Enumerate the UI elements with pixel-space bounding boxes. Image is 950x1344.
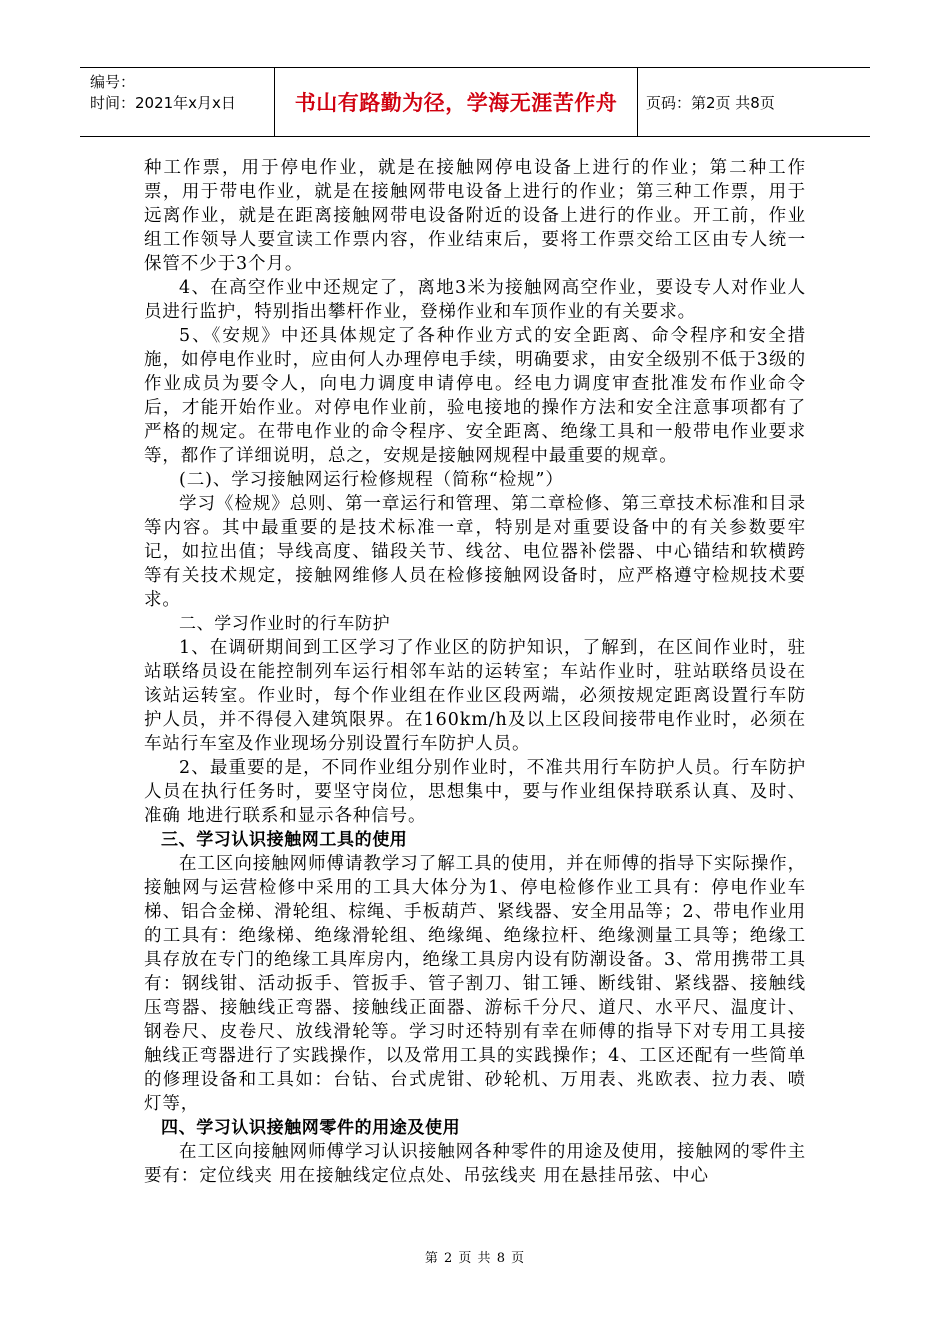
header-motto: 书山有路勤为径，学海无涯苦作舟	[275, 68, 638, 136]
paragraph-safety-rules: 5、《安规》中还具体规定了各种作业方式的安全距离、命令程序和安全措施，如停电作业时，应由何人办理停电手续，明确要求，由安全级别不低于3级的作业成员为要令人，向电力调度申请停电。经电力调度审查批准发布作业命令后，才能开始作业。对停电作业前，验电接地的操作方法和安全注意事项都有了严格的规定。在带电作业的命令程序、安全距离、绝缘工具和一般带电作业要求等，都作了详细说明，总之，安规是接触网规程中最重要的规章。	[144, 326, 806, 466]
document-body	[144, 156, 806, 1188]
paragraph-parts: 在工区向接触网师傅学习认识接触网各种零件的用途及使用，接触网的零件主要有：定位线夹 用在接触线定位点处、吊弦线夹 用在悬挂吊弦、中心	[144, 1142, 806, 1186]
paragraph-work-tickets: 种工作票，用于停电作业，就是在接触网停电设备上进行的作业；第二种工作票，用于带电作业，就是在接触网带电设备上进行的作业；第三种工作票，用于远离作业，就是在距离接触网带电设备附近的设备上进行的作业。开工前，作业组工作领导人要宣读工作票内容，作业结束后，要将工作票交给工区由专人统一保管不少于3个月。	[144, 158, 806, 274]
section-heading-tools: 三、学习认识接触网工具的使用	[161, 830, 408, 850]
document-header	[80, 67, 870, 137]
time-label: 时间：2021年x月x日	[90, 94, 236, 112]
paragraph-maintenance-rules: 学习《检规》总则、第一章运行和管理、第二章检修、第三章技术标准和目录等内容。其中最重要的是技术标准一章，特别是对重要设备中的有关参数要牢记，如拉出值；导线高度、锚段关节、线岔、电位器补偿器、中心锚结和软横跨等有关技术规定，接触网维修人员在检修接触网设备时，应严格遵守检规技术要求。	[144, 494, 806, 610]
header-meta	[80, 68, 275, 136]
section-heading-traffic-protection: 二、学习作业时的行车防护	[179, 614, 391, 634]
paragraph-high-altitude: 4、在高空作业中还规定了，离地3米为接触网高空作业，要设专人对作业人员进行监护，特别指出攀杆作业，登梯作业和车顶作业的有关要求。	[144, 278, 806, 322]
paragraph-tools: 在工区向接触网师傅请教学习了解工具的使用，并在师傅的指导下实际操作，接触网与运营检修中采用的工具大体分为1、停电检修作业工具有：停电作业车梯、铝合金梯、滑轮组、棕绳、手板葫芦、紧线器、安全用品等；2、带电作业用的工具有：绝缘梯、绝缘滑轮组、绝缘绳、绝缘拉杆、绝缘测量工具等；绝缘工具存放在专门的绝缘工具库房内，绝缘工具房内设有防潮设备。3、常用携带工具有：钢线钳、活动扳手、管扳手、管子割刀、钳工锤、断线钳、紧线器、接触线压弯器、接触线正弯器、接触线正面器、游标千分尺、道尺、水平尺、温度计、钢卷尺、皮卷尺、放线滑轮等。学习时还特别有幸在师傅的指导下对专用工具接触线正弯器进行了实践操作，以及常用工具的实践操作；4、工区还配有一些简单的修理设备和工具如：台钻、台式虎钳、砂轮机、万用表、兆欧表、拉力表、喷灯等，	[144, 854, 806, 1114]
header-page-info: 页码：第2页 共8页	[646, 93, 775, 112]
paragraph-protection-1: 1、在调研期间到工区学习了作业区的防护知识，了解到，在区间作业时，驻站联络员设在能控制列车运行相邻车站的运转室；车站作业时，驻站联络员设在该站运转室。作业时，每个作业组在作业区段两端，必须按规定距离设置行车防护人员，并不得侵入建筑限界。在160km/h及以上区段间接带电作业时，必须在车站行车室及作业现场分别设置行车防护人员。	[144, 638, 806, 754]
section-heading-parts: 四、学习认识接触网零件的用途及使用	[161, 1118, 461, 1138]
paragraph-protection-2: 2、最重要的是，不同作业组分别作业时，不准共用行车防护人员。行车防护人员在执行任务时，要坚守岗位，思想集中，要与作业组保持联系认真、及时、准确 地进行联系和显示各种信号。	[144, 758, 806, 826]
page-footer: 第 2 页 共 8 页	[424, 1251, 526, 1266]
number-label: 编号：	[90, 73, 136, 91]
subheading-maintenance-rules: (二)、学习接触网运行检修规程（简称“检规”）	[179, 470, 564, 490]
